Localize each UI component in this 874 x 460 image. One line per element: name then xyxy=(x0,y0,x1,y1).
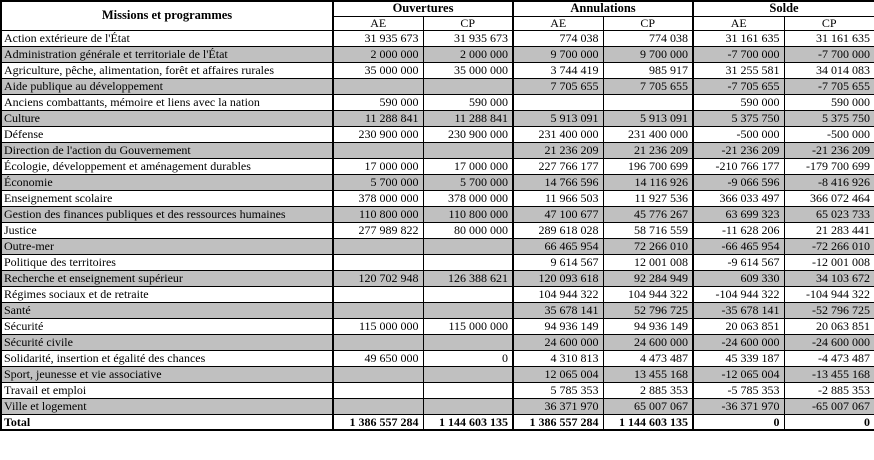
value-cell: 5 785 353 xyxy=(513,382,603,398)
value-cell: 20 063 851 xyxy=(693,318,784,334)
value-cell: 231 400 000 xyxy=(603,126,693,142)
value-cell: 115 000 000 xyxy=(333,318,423,334)
value-cell: -104 944 322 xyxy=(693,286,784,302)
table-row xyxy=(1,142,874,158)
value-cell: 49 650 000 xyxy=(333,350,423,366)
value-cell: 94 936 149 xyxy=(513,318,603,334)
value-cell: -7 700 000 xyxy=(693,46,784,62)
value-cell: -9 614 567 xyxy=(693,254,784,270)
mission-cell: Sécurité civile xyxy=(1,334,333,350)
mission-cell: Gestion des finances publiques et des ressources humaines xyxy=(1,206,333,222)
value-cell: 31 935 673 xyxy=(423,30,513,46)
value-cell: 58 716 559 xyxy=(603,222,693,238)
value-cell: -36 371 970 xyxy=(693,398,784,414)
table-row xyxy=(1,62,874,78)
value-cell: 11 966 503 xyxy=(513,190,603,206)
table-row xyxy=(1,78,874,94)
value-cell: 14 766 596 xyxy=(513,174,603,190)
group-header-ouvertures: Ouvertures xyxy=(333,1,513,16)
mission-cell: Agriculture, pêche, alimentation, forêt et affaires rurales xyxy=(1,62,333,78)
value-cell: -12 001 008 xyxy=(784,254,874,270)
value-cell: 5 700 000 xyxy=(333,174,423,190)
value-cell: 20 063 851 xyxy=(784,318,874,334)
value-cell: -104 944 322 xyxy=(784,286,874,302)
value-cell: 590 000 xyxy=(784,94,874,110)
value-cell xyxy=(333,238,423,254)
value-cell: 774 038 xyxy=(513,30,603,46)
value-cell: 9 614 567 xyxy=(513,254,603,270)
table-row xyxy=(1,382,874,398)
value-cell: 35 000 000 xyxy=(423,62,513,78)
value-cell: 366 033 497 xyxy=(693,190,784,206)
value-cell: 35 678 141 xyxy=(513,302,603,318)
mission-cell: Économie xyxy=(1,174,333,190)
value-cell xyxy=(333,254,423,270)
corner-header: Missions et programmes xyxy=(1,1,333,30)
value-cell: 366 072 464 xyxy=(784,190,874,206)
subheader-cp-2: CP xyxy=(784,16,874,30)
value-cell: 590 000 xyxy=(423,94,513,110)
value-cell: -5 785 353 xyxy=(693,382,784,398)
mission-cell: Ville et logement xyxy=(1,398,333,414)
value-cell: 80 000 000 xyxy=(423,222,513,238)
value-cell: 11 927 536 xyxy=(603,190,693,206)
mission-cell: Outre-mer xyxy=(1,238,333,254)
value-cell: 65 007 067 xyxy=(603,398,693,414)
group-header-row xyxy=(1,1,874,16)
value-cell: 94 936 149 xyxy=(603,318,693,334)
value-cell: 12 001 008 xyxy=(603,254,693,270)
value-cell: -11 628 206 xyxy=(693,222,784,238)
value-cell: 230 900 000 xyxy=(333,126,423,142)
value-cell: 289 618 028 xyxy=(513,222,603,238)
value-cell: 13 455 168 xyxy=(603,366,693,382)
table-row xyxy=(1,94,874,110)
value-cell xyxy=(333,334,423,350)
value-cell: 11 288 841 xyxy=(423,110,513,126)
value-cell: 590 000 xyxy=(333,94,423,110)
value-cell: -210 766 177 xyxy=(693,158,784,174)
value-cell: 5 913 091 xyxy=(603,110,693,126)
value-cell: 14 116 926 xyxy=(603,174,693,190)
table-row xyxy=(1,174,874,190)
value-cell: 63 699 323 xyxy=(693,206,784,222)
table-row xyxy=(1,254,874,270)
subheader-ae-2: AE xyxy=(693,16,784,30)
mission-cell: Solidarité, insertion et égalité des chances xyxy=(1,350,333,366)
value-cell: -2 885 353 xyxy=(784,382,874,398)
value-cell xyxy=(423,334,513,350)
table-header xyxy=(1,1,874,30)
value-cell: -8 416 926 xyxy=(784,174,874,190)
value-cell: 590 000 xyxy=(693,94,784,110)
value-cell: 45 776 267 xyxy=(603,206,693,222)
value-cell: 12 065 004 xyxy=(513,366,603,382)
table-row xyxy=(1,334,874,350)
table-row xyxy=(1,222,874,238)
mission-cell: Direction de l'action du Gouvernement xyxy=(1,142,333,158)
value-cell: -7 705 655 xyxy=(693,78,784,94)
value-cell: 110 800 000 xyxy=(423,206,513,222)
value-cell: 120 093 618 xyxy=(513,270,603,286)
table-row xyxy=(1,46,874,62)
total-label-cell: Total xyxy=(1,414,333,430)
mission-cell: Sport, jeunesse et vie associative xyxy=(1,366,333,382)
value-cell xyxy=(333,382,423,398)
mission-cell: Sécurité xyxy=(1,318,333,334)
value-cell: 66 465 954 xyxy=(513,238,603,254)
value-cell: 110 800 000 xyxy=(333,206,423,222)
value-cell: 34 014 083 xyxy=(784,62,874,78)
value-cell: 72 266 010 xyxy=(603,238,693,254)
mission-cell: Écologie, développement et aménagement durables xyxy=(1,158,333,174)
value-cell: -13 455 168 xyxy=(784,366,874,382)
total-value-cell: 0 xyxy=(693,414,784,430)
table-row xyxy=(1,366,874,382)
value-cell: 52 796 725 xyxy=(603,302,693,318)
value-cell xyxy=(423,382,513,398)
value-cell: -7 700 000 xyxy=(784,46,874,62)
value-cell xyxy=(423,302,513,318)
value-cell: 378 000 000 xyxy=(333,190,423,206)
value-cell: 31 935 673 xyxy=(333,30,423,46)
total-value-cell: 1 386 557 284 xyxy=(513,414,603,430)
value-cell xyxy=(423,366,513,382)
table-row xyxy=(1,206,874,222)
value-cell: 7 705 655 xyxy=(603,78,693,94)
total-value-cell: 1 144 603 135 xyxy=(423,414,513,430)
value-cell: 0 xyxy=(423,350,513,366)
value-cell: 45 339 187 xyxy=(693,350,784,366)
value-cell xyxy=(333,286,423,302)
value-cell: -72 266 010 xyxy=(784,238,874,254)
group-header-annulations: Annulations xyxy=(513,1,693,16)
value-cell: 196 700 699 xyxy=(603,158,693,174)
value-cell: 47 100 677 xyxy=(513,206,603,222)
value-cell: 21 236 209 xyxy=(603,142,693,158)
mission-cell: Recherche et enseignement supérieur xyxy=(1,270,333,286)
value-cell: 4 310 813 xyxy=(513,350,603,366)
value-cell: 5 700 000 xyxy=(423,174,513,190)
mission-cell: Action extérieure de l'État xyxy=(1,30,333,46)
total-row xyxy=(1,414,874,430)
value-cell xyxy=(333,398,423,414)
value-cell: 31 161 635 xyxy=(784,30,874,46)
value-cell: 24 600 000 xyxy=(603,334,693,350)
table-row xyxy=(1,398,874,414)
mission-cell: Justice xyxy=(1,222,333,238)
value-cell: -52 796 725 xyxy=(784,302,874,318)
table-row xyxy=(1,270,874,286)
value-cell: 5 913 091 xyxy=(513,110,603,126)
value-cell: -24 600 000 xyxy=(693,334,784,350)
group-header-solde: Solde xyxy=(693,1,874,16)
value-cell: 230 900 000 xyxy=(423,126,513,142)
value-cell: 2 000 000 xyxy=(333,46,423,62)
value-cell: 17 000 000 xyxy=(333,158,423,174)
value-cell: 609 330 xyxy=(693,270,784,286)
value-cell: 35 000 000 xyxy=(333,62,423,78)
value-cell: 227 766 177 xyxy=(513,158,603,174)
table-row xyxy=(1,30,874,46)
table-row xyxy=(1,126,874,142)
value-cell: 11 288 841 xyxy=(333,110,423,126)
table-row xyxy=(1,190,874,206)
mission-cell: Régimes sociaux et de retraite xyxy=(1,286,333,302)
total-value-cell: 1 386 557 284 xyxy=(333,414,423,430)
value-cell xyxy=(513,94,603,110)
value-cell: -66 465 954 xyxy=(693,238,784,254)
table-body xyxy=(1,30,874,430)
table-row xyxy=(1,238,874,254)
value-cell xyxy=(423,78,513,94)
value-cell: 378 000 000 xyxy=(423,190,513,206)
value-cell: -12 065 004 xyxy=(693,366,784,382)
value-cell: 36 371 970 xyxy=(513,398,603,414)
value-cell: -7 705 655 xyxy=(784,78,874,94)
value-cell: 985 917 xyxy=(603,62,693,78)
table-row xyxy=(1,158,874,174)
value-cell: 24 600 000 xyxy=(513,334,603,350)
value-cell: 31 255 581 xyxy=(693,62,784,78)
mission-cell: Aide publique au développement xyxy=(1,78,333,94)
value-cell: 31 161 635 xyxy=(693,30,784,46)
value-cell: 120 702 948 xyxy=(333,270,423,286)
subheader-cp-1: CP xyxy=(603,16,693,30)
value-cell: 2 885 353 xyxy=(603,382,693,398)
value-cell: 231 400 000 xyxy=(513,126,603,142)
value-cell: 126 388 621 xyxy=(423,270,513,286)
table-row xyxy=(1,302,874,318)
value-cell: 65 023 733 xyxy=(784,206,874,222)
value-cell: -500 000 xyxy=(693,126,784,142)
value-cell: 9 700 000 xyxy=(513,46,603,62)
mission-cell: Santé xyxy=(1,302,333,318)
value-cell: 92 284 949 xyxy=(603,270,693,286)
value-cell: 9 700 000 xyxy=(603,46,693,62)
value-cell: 277 989 822 xyxy=(333,222,423,238)
value-cell: -65 007 067 xyxy=(784,398,874,414)
value-cell: 5 375 750 xyxy=(784,110,874,126)
mission-cell: Politique des territoires xyxy=(1,254,333,270)
value-cell: 4 473 487 xyxy=(603,350,693,366)
value-cell: -500 000 xyxy=(784,126,874,142)
value-cell: -21 236 209 xyxy=(693,142,784,158)
mission-cell: Anciens combattants, mémoire et liens avec la nation xyxy=(1,94,333,110)
mission-cell: Travail et emploi xyxy=(1,382,333,398)
value-cell xyxy=(603,94,693,110)
table-row xyxy=(1,110,874,126)
mission-cell: Défense xyxy=(1,126,333,142)
value-cell xyxy=(333,78,423,94)
value-cell: 115 000 000 xyxy=(423,318,513,334)
value-cell xyxy=(333,142,423,158)
value-cell xyxy=(333,366,423,382)
mission-cell: Culture xyxy=(1,110,333,126)
value-cell: 7 705 655 xyxy=(513,78,603,94)
value-cell: -9 066 596 xyxy=(693,174,784,190)
value-cell xyxy=(423,286,513,302)
value-cell xyxy=(423,142,513,158)
subheader-ae-1: AE xyxy=(513,16,603,30)
value-cell: 104 944 322 xyxy=(603,286,693,302)
value-cell: 34 103 672 xyxy=(784,270,874,286)
mission-cell: Enseignement scolaire xyxy=(1,190,333,206)
value-cell: 17 000 000 xyxy=(423,158,513,174)
value-cell xyxy=(423,398,513,414)
value-cell: 3 744 419 xyxy=(513,62,603,78)
value-cell: -179 700 699 xyxy=(784,158,874,174)
value-cell xyxy=(423,254,513,270)
value-cell: 21 236 209 xyxy=(513,142,603,158)
value-cell: 21 283 441 xyxy=(784,222,874,238)
value-cell: 104 944 322 xyxy=(513,286,603,302)
value-cell: -35 678 141 xyxy=(693,302,784,318)
value-cell: 774 038 xyxy=(603,30,693,46)
value-cell xyxy=(423,238,513,254)
table-row xyxy=(1,350,874,366)
table-row xyxy=(1,318,874,334)
total-value-cell: 0 xyxy=(784,414,874,430)
value-cell: -24 600 000 xyxy=(784,334,874,350)
value-cell: 2 000 000 xyxy=(423,46,513,62)
total-value-cell: 1 144 603 135 xyxy=(603,414,693,430)
mission-cell: Administration générale et territoriale de l'État xyxy=(1,46,333,62)
value-cell: -4 473 487 xyxy=(784,350,874,366)
table-row xyxy=(1,286,874,302)
value-cell: -21 236 209 xyxy=(784,142,874,158)
value-cell: 5 375 750 xyxy=(693,110,784,126)
subheader-ae-0: AE xyxy=(333,16,423,30)
subheader-cp-0: CP xyxy=(423,16,513,30)
value-cell xyxy=(333,302,423,318)
